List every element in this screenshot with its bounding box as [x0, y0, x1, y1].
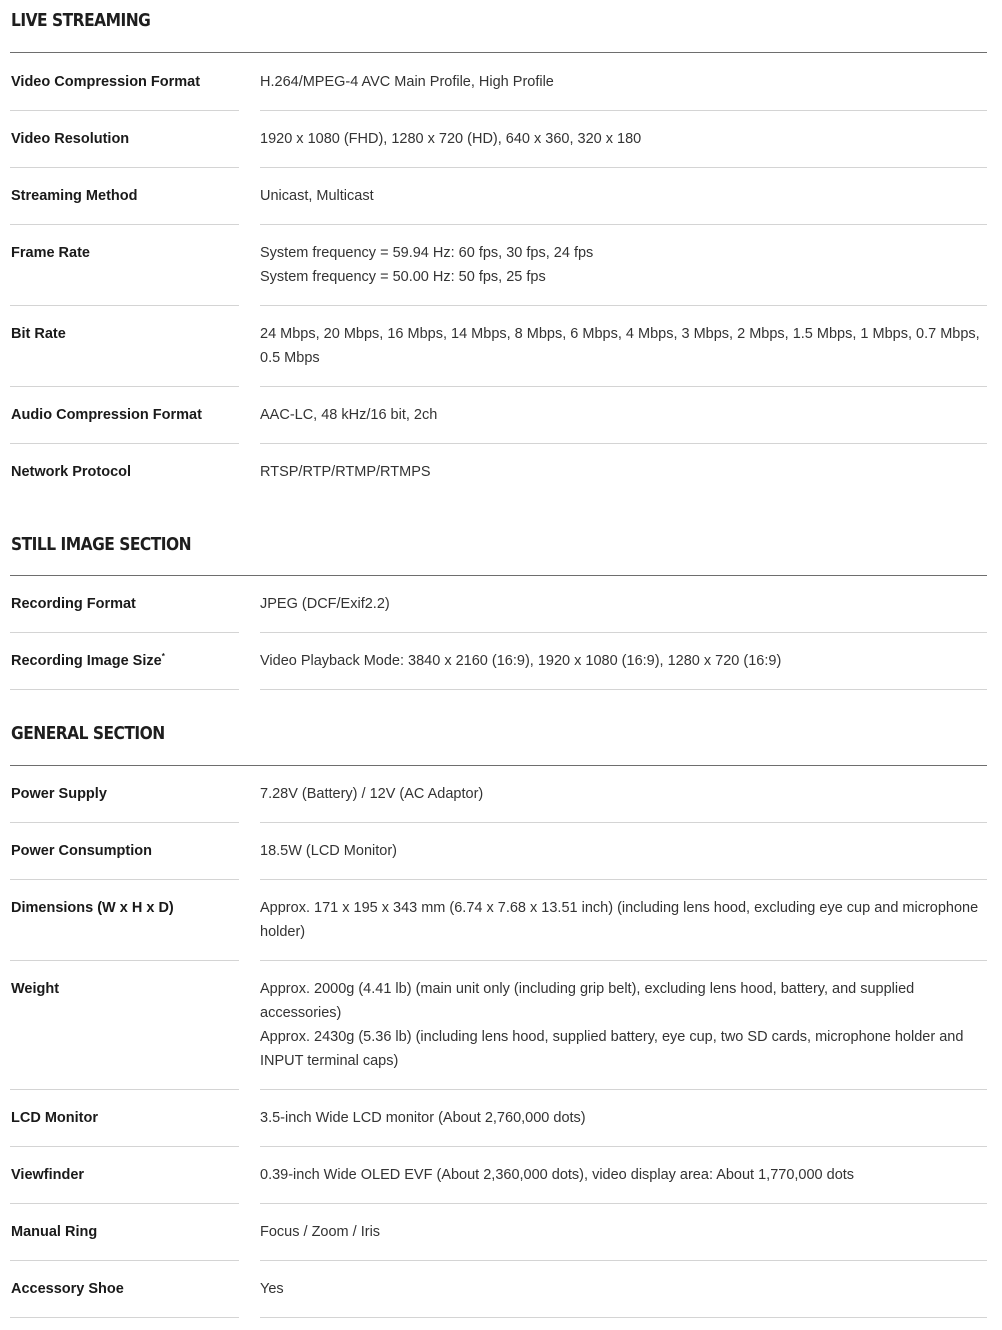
row-divider	[260, 1089, 987, 1090]
spec-label: Dimensions (W x H x D)	[11, 900, 174, 916]
spec-label: Video Compression Format	[11, 74, 201, 90]
row-divider	[260, 305, 987, 306]
spec-value-line: 0.5 Mbps	[260, 350, 320, 366]
spec-value	[260, 782, 985, 806]
row-divider	[260, 879, 987, 880]
spec-value-line: Focus / Zoom / Iris	[260, 1224, 381, 1240]
row-divider	[10, 224, 239, 225]
spec-label: Accessory Shoe	[11, 1281, 124, 1297]
row-divider	[260, 224, 987, 225]
row-divider	[10, 1317, 239, 1318]
spec-value	[260, 592, 985, 616]
spec-value-line: RTSP/RTP/RTMP/RTMPS	[260, 464, 431, 480]
spec-value	[260, 839, 985, 863]
spec-label: Weight	[11, 981, 60, 997]
spec-value	[260, 1277, 985, 1301]
spec-value	[260, 896, 985, 944]
row-divider	[10, 822, 239, 823]
spec-label: Power Consumption	[11, 843, 152, 859]
spec-value	[260, 1220, 985, 1244]
row-divider	[10, 1203, 239, 1204]
row-divider	[260, 689, 987, 690]
spec-value	[260, 649, 985, 673]
spec-value	[260, 460, 985, 484]
spec-value-line: holder)	[260, 924, 306, 940]
spec-label: Audio Compression Format	[11, 407, 202, 423]
row-divider	[10, 689, 239, 690]
row-divider	[260, 1146, 987, 1147]
row-divider	[10, 879, 239, 880]
footnote-marker: *	[161, 652, 165, 662]
spec-value	[260, 184, 985, 208]
spec-value-line: H.264/MPEG-4 AVC Main Profile, High Profile	[260, 74, 554, 90]
section-title: STILL IMAGE SECTION	[11, 534, 192, 555]
spec-value	[260, 977, 985, 1073]
spec-value-line: Approx. 2430g (5.36 lb) (including lens hood, supplied battery, eye cup, two SD cards, microphone holder and	[260, 1029, 964, 1045]
row-divider	[10, 443, 239, 444]
row-divider	[10, 1146, 239, 1147]
spec-value-line: Yes	[260, 1281, 284, 1297]
spec-value	[260, 241, 985, 289]
section-divider	[10, 52, 987, 53]
spec-value-line: 7.28V (Battery) / 12V (AC Adaptor)	[260, 786, 484, 802]
spec-label	[11, 649, 239, 673]
spec-label: Manual Ring	[11, 1224, 98, 1240]
spec-value	[260, 1106, 985, 1130]
spec-value	[260, 403, 985, 427]
spec-value	[260, 1163, 985, 1187]
spec-value-line: INPUT terminal caps)	[260, 1053, 399, 1069]
spec-value	[260, 322, 985, 370]
row-divider	[260, 960, 987, 961]
row-divider	[260, 443, 987, 444]
spec-value-line: System frequency = 50.00 Hz: 50 fps, 25 fps	[260, 269, 546, 285]
spec-label: Viewfinder	[11, 1167, 85, 1183]
spec-label: Frame Rate	[11, 245, 90, 261]
spec-label: Bit Rate	[11, 326, 66, 342]
row-divider	[260, 822, 987, 823]
spec-label: Recording Format	[11, 596, 136, 612]
row-divider	[260, 167, 987, 168]
row-divider	[260, 1317, 987, 1318]
row-divider	[10, 167, 239, 168]
spec-label: Power Supply	[11, 786, 107, 802]
row-divider	[10, 305, 239, 306]
spec-value-line: Approx. 171 x 195 x 343 mm (6.74 x 7.68 x 13.51 inch) (including lens hood, excluding eye cup and microphone	[260, 900, 979, 916]
section-divider	[10, 765, 987, 766]
row-divider	[10, 386, 239, 387]
row-divider	[10, 110, 239, 111]
spec-value-line: AAC-LC, 48 kHz/16 bit, 2ch	[260, 407, 438, 423]
spec-value-line: Unicast, Multicast	[260, 188, 374, 204]
spec-value-line: System frequency = 59.94 Hz: 60 fps, 30 fps, 24 fps	[260, 245, 594, 261]
row-divider	[260, 632, 987, 633]
spec-value-line: Video Playback Mode: 3840 x 2160 (16:9), 1920 x 1080 (16:9), 1280 x 720 (16:9)	[260, 653, 782, 669]
spec-value	[260, 70, 985, 94]
row-divider	[10, 1260, 239, 1261]
row-divider	[10, 632, 239, 633]
spec-value-line: accessories)	[260, 1005, 342, 1021]
row-divider	[260, 110, 987, 111]
row-divider	[260, 1203, 987, 1204]
spec-label: Video Resolution	[11, 131, 130, 147]
spec-value-line: JPEG (DCF/Exif2.2)	[260, 596, 390, 612]
section-divider	[10, 575, 987, 576]
section-title: GENERAL SECTION	[11, 723, 165, 744]
spec-value-line: 18.5W (LCD Monitor)	[260, 843, 397, 859]
spec-value-line: 0.39-inch Wide OLED EVF (About 2,360,000 dots), video display area: About 1,770,000 dots	[260, 1167, 855, 1183]
spec-value-line: 24 Mbps, 20 Mbps, 16 Mbps, 14 Mbps, 8 Mbps, 6 Mbps, 4 Mbps, 3 Mbps, 2 Mbps, 1.5 Mbps, 1 Mbps, 0.7 Mbps,	[260, 326, 980, 342]
spec-value-line: 1920 x 1080 (FHD), 1280 x 720 (HD), 640 x 360, 320 x 180	[260, 131, 642, 147]
row-divider	[10, 1089, 239, 1090]
spec-label: Network Protocol	[11, 464, 132, 480]
spec-label-text: Recording Image Size	[11, 653, 162, 669]
row-divider	[10, 960, 239, 961]
spec-label: Streaming Method	[11, 188, 138, 204]
spec-label: LCD Monitor	[11, 1110, 98, 1126]
section-title: LIVE STREAMING	[11, 10, 151, 31]
spec-value-line: 3.5-inch Wide LCD monitor (About 2,760,000 dots)	[260, 1110, 586, 1126]
spec-value	[260, 127, 985, 151]
spec-value-line: Approx. 2000g (4.41 lb) (main unit only (including grip belt), excluding lens hood, battery, and supplied	[260, 981, 915, 997]
row-divider	[260, 386, 987, 387]
row-divider	[260, 1260, 987, 1261]
